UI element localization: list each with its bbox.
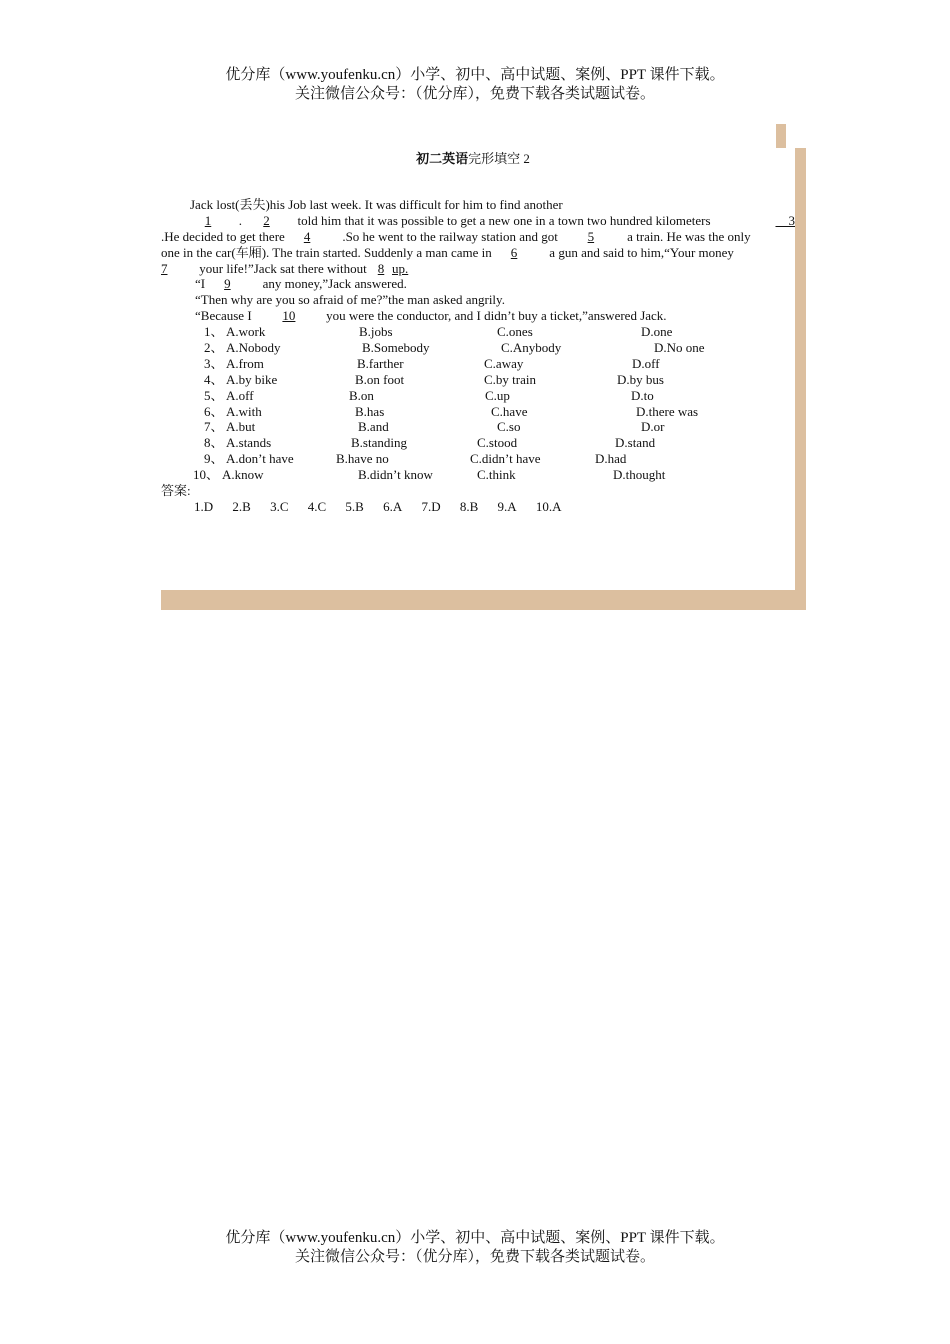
passage-line bbox=[161, 213, 795, 229]
option-number: 5、 bbox=[204, 387, 224, 403]
option-row bbox=[161, 404, 795, 420]
option-d: D.stand bbox=[615, 435, 656, 451]
passage-line bbox=[161, 292, 795, 308]
blank-10: 10 bbox=[282, 308, 296, 324]
blank-7: 7 bbox=[161, 260, 168, 276]
option-c: C.think bbox=[477, 467, 516, 483]
option-row bbox=[161, 372, 795, 388]
option-d: D.one bbox=[641, 324, 673, 340]
option-a: A.by bike bbox=[226, 371, 278, 387]
blank-9: 9 bbox=[224, 276, 231, 292]
passage-line bbox=[161, 245, 795, 261]
option-number: 8、 bbox=[204, 435, 224, 451]
passage-text: “Then why are you so afraid of me?”the man asked angrily. bbox=[195, 292, 505, 308]
option-d: D.or bbox=[641, 419, 665, 435]
option-d: D.thought bbox=[613, 467, 666, 483]
answer-item: 10.A bbox=[535, 498, 562, 514]
option-c: C.so bbox=[497, 419, 521, 435]
option-number: 1、 bbox=[204, 324, 224, 340]
option-number: 2、 bbox=[204, 340, 224, 356]
passage-line bbox=[161, 261, 795, 277]
option-row bbox=[161, 467, 795, 483]
passage-text: .So he went to the railway station and got bbox=[342, 228, 558, 244]
option-a: A.but bbox=[226, 419, 256, 435]
option-row bbox=[161, 435, 795, 451]
option-row bbox=[161, 451, 795, 467]
passage-text: “I bbox=[195, 276, 206, 292]
option-row bbox=[161, 340, 795, 356]
answer-item: 2.B bbox=[232, 498, 251, 514]
option-b: B.on foot bbox=[355, 371, 405, 387]
option-c: C.ones bbox=[497, 324, 533, 340]
option-b: B.standing bbox=[351, 435, 407, 451]
decor-bar-right bbox=[795, 148, 806, 610]
option-row bbox=[161, 419, 795, 435]
option-c: C.stood bbox=[477, 435, 518, 451]
option-number: 7、 bbox=[204, 419, 224, 435]
answer-item: 8.B bbox=[459, 498, 479, 514]
option-a: A.stands bbox=[226, 435, 272, 451]
passage-line bbox=[161, 308, 795, 324]
header-line-1: 优分库（www.youfenku.cn）小学、初中、高中试题、案例、PPT 课件下载。 bbox=[225, 67, 725, 83]
option-b: B.and bbox=[358, 419, 389, 435]
answer-item: 5.B bbox=[345, 498, 364, 514]
page-title bbox=[160, 148, 786, 167]
option-a: A.know bbox=[222, 467, 264, 483]
passage-line bbox=[161, 276, 795, 292]
blank-6: 6 bbox=[510, 244, 518, 260]
option-row bbox=[161, 324, 795, 340]
header-line-2: 关注微信公众号：（优分库），免费下载各类试题试卷。 bbox=[294, 86, 655, 102]
option-b: B.has bbox=[355, 403, 385, 419]
answers-label: 答案: bbox=[161, 483, 191, 499]
passage-text: your life!”Jack sat there without bbox=[199, 260, 367, 276]
option-row bbox=[161, 388, 795, 404]
page-header bbox=[0, 66, 950, 104]
answer-item: 3.C bbox=[270, 498, 289, 514]
option-c: C.didn’t have bbox=[470, 451, 541, 467]
answers-row bbox=[161, 499, 795, 515]
answer-item: 9.A bbox=[497, 498, 517, 514]
passage-text: one in the car(车厢). The train started. Suddenly a man came in bbox=[161, 244, 492, 260]
passage-text: . bbox=[238, 212, 242, 228]
option-a: A.off bbox=[226, 387, 254, 403]
blank-5: 5 bbox=[587, 228, 595, 244]
option-c: C.up bbox=[485, 387, 510, 403]
option-number: 6、 bbox=[204, 403, 224, 419]
passage-text: you were the conductor, and I didn’t buy a ticket,”answered Jack. bbox=[326, 308, 667, 324]
title-bold: 初二英语 bbox=[416, 151, 469, 166]
passage-line bbox=[161, 197, 795, 213]
option-b: B.farther bbox=[357, 355, 404, 371]
option-number: 9、 bbox=[204, 451, 224, 467]
option-b: B.have no bbox=[336, 451, 389, 467]
option-b: B.didn’t know bbox=[358, 467, 433, 483]
option-c: C.away bbox=[484, 355, 524, 371]
option-d: D.off bbox=[632, 355, 660, 371]
option-b: B.jobs bbox=[359, 324, 393, 340]
blank-2: 2 bbox=[263, 212, 270, 228]
blank-3: 3 bbox=[788, 212, 795, 228]
option-a: A.with bbox=[226, 403, 262, 419]
blank-4: 4 bbox=[303, 228, 311, 244]
option-d: D.to bbox=[631, 387, 654, 403]
option-d: D.there was bbox=[636, 403, 699, 419]
title-rest: 完形填空 2 bbox=[468, 151, 530, 166]
option-a: A.from bbox=[226, 355, 264, 371]
footer-line-1: 优分库（www.youfenku.cn）小学、初中、高中试题、案例、PPT 课件下载。 bbox=[225, 1230, 725, 1246]
option-a: A.don’t have bbox=[226, 451, 294, 467]
passage-text: a train. He was the only bbox=[627, 228, 751, 244]
passage-text: up. bbox=[392, 260, 409, 276]
answer-item: 1.D bbox=[194, 498, 214, 514]
option-c: C.Anybody bbox=[501, 340, 562, 356]
passage-text: .He decided to get there bbox=[161, 228, 285, 244]
option-b: B.Somebody bbox=[362, 340, 430, 356]
passage-line bbox=[161, 229, 795, 245]
option-number: 3、 bbox=[204, 355, 224, 371]
blank-1: 1 bbox=[204, 212, 212, 228]
passage-text: told him that it was possible to get a new one in a town two hundred kilometers bbox=[297, 212, 711, 228]
passage-text: any money,”Jack answered. bbox=[262, 276, 407, 292]
blank-8: 8 bbox=[377, 260, 385, 276]
decor-bar-bottom bbox=[161, 590, 806, 610]
option-d: D.had bbox=[595, 451, 627, 467]
option-a: A.Nobody bbox=[226, 340, 281, 356]
passage-text: a gun and said to him,“Your money bbox=[549, 244, 734, 260]
answer-item: 6.A bbox=[383, 498, 403, 514]
passage-text: “Because I bbox=[195, 308, 252, 324]
footer-line-2: 关注微信公众号：（优分库），免费下载各类试题试卷。 bbox=[294, 1249, 655, 1265]
option-d: D.by bus bbox=[617, 371, 664, 387]
answer-item: 4.C bbox=[307, 498, 327, 514]
passage-text: Jack lost(丢失)his Job last week. It was difficult for him to find another bbox=[190, 197, 563, 212]
answer-item: 7.D bbox=[421, 498, 441, 514]
option-b: B.on bbox=[349, 387, 374, 403]
option-number: 4、 bbox=[204, 371, 224, 387]
decor-block-small bbox=[776, 124, 786, 148]
option-a: A.work bbox=[226, 324, 266, 340]
page-footer bbox=[0, 1229, 950, 1267]
option-c: C.by train bbox=[484, 371, 536, 387]
exercise-content bbox=[161, 197, 795, 515]
option-d: D.No one bbox=[654, 340, 705, 356]
option-number: 10、 bbox=[193, 467, 220, 483]
option-c: C.have bbox=[491, 403, 528, 419]
option-row bbox=[161, 356, 795, 372]
